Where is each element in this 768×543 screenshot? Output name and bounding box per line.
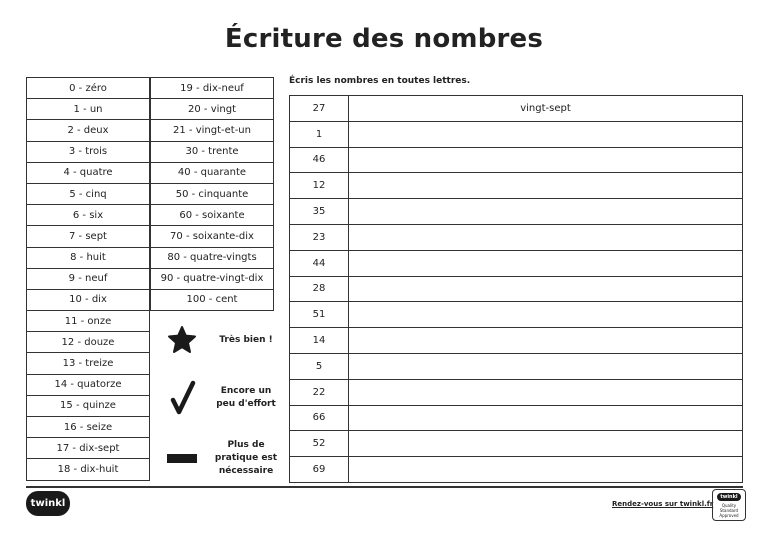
table-row	[290, 457, 743, 483]
exercise-number: 66	[290, 405, 349, 431]
reference-cell: 15 - quinze	[27, 395, 150, 416]
star-icon	[160, 318, 204, 362]
table-row	[290, 121, 743, 147]
footer-divider	[26, 486, 743, 488]
table-row	[27, 268, 150, 289]
exercise-number: 12	[290, 173, 349, 199]
table-row	[27, 438, 150, 459]
reference-cell: 7 - sept	[27, 226, 150, 247]
reference-cell: 14 - quatorze	[27, 374, 150, 395]
reference-cell: 11 - onze	[27, 311, 150, 332]
legend-label: Plus de pratique est nécessaire	[214, 439, 278, 476]
reference-cell: 12 - douze	[27, 332, 150, 353]
reference-cell: 19 - dix-neuf	[151, 78, 274, 99]
reference-table-col1	[26, 77, 150, 481]
reference-cell: 6 - six	[27, 205, 150, 226]
answer-cell[interactable]	[349, 121, 743, 147]
legend-item-dash	[160, 436, 280, 480]
table-row	[27, 395, 150, 416]
answer-cell[interactable]	[349, 199, 743, 225]
exercise-number: 51	[290, 302, 349, 328]
exercise-number: 35	[290, 199, 349, 225]
table-row	[27, 141, 150, 162]
exercise-number: 44	[290, 250, 349, 276]
answer-cell[interactable]	[349, 147, 743, 173]
twinkl-logo: twinkl	[26, 491, 70, 516]
table-row	[27, 120, 150, 141]
table-row	[290, 199, 743, 225]
table-row	[151, 268, 274, 289]
reference-cell: 13 - treize	[27, 353, 150, 374]
table-row	[290, 96, 743, 122]
exercise-number: 5	[290, 353, 349, 379]
exercise-number: 52	[290, 431, 349, 457]
table-row	[27, 417, 150, 438]
reference-cell: 40 - quarante	[151, 162, 274, 183]
exercise-number: 22	[290, 379, 349, 405]
instructions: Écris les nombres en toutes lettres.	[289, 76, 471, 86]
exercise-number: 14	[290, 328, 349, 354]
exercise-number: 46	[290, 147, 349, 173]
table-row	[27, 332, 150, 353]
table-row	[27, 311, 150, 332]
reference-cell: 1 - un	[27, 99, 150, 120]
table-row	[290, 147, 743, 173]
table-row	[151, 205, 274, 226]
table-row	[27, 374, 150, 395]
answer-cell[interactable]	[349, 328, 743, 354]
legend-label: Très bien !	[219, 334, 273, 345]
reference-table-col2	[150, 77, 274, 311]
table-row	[290, 431, 743, 457]
reference-cell: 50 - cinquante	[151, 183, 274, 204]
table-row	[27, 353, 150, 374]
table-row	[151, 289, 274, 310]
table-row	[27, 183, 150, 204]
answer-cell[interactable]: vingt-sept	[349, 96, 743, 122]
badge-caption: Quality Standard Approved	[719, 502, 739, 518]
legend-label: Encore un peu d'effort	[216, 386, 276, 409]
table-row	[27, 205, 150, 226]
answer-cell[interactable]	[349, 457, 743, 483]
answer-cell[interactable]	[349, 431, 743, 457]
quality-badge	[712, 489, 746, 521]
table-row	[151, 78, 274, 99]
footer-link[interactable]: Rendez-vous sur twinkl.fr	[612, 500, 714, 508]
table-row	[151, 226, 274, 247]
reference-cell: 3 - trois	[27, 141, 150, 162]
reference-cell: 30 - trente	[151, 141, 274, 162]
answer-cell[interactable]	[349, 302, 743, 328]
answer-cell[interactable]	[349, 250, 743, 276]
table-row	[290, 250, 743, 276]
table-row	[27, 289, 150, 310]
table-row	[290, 405, 743, 431]
reference-cell: 60 - soixante	[151, 205, 274, 226]
answer-cell[interactable]	[349, 405, 743, 431]
reference-cell: 2 - deux	[27, 120, 150, 141]
reference-cell: 18 - dix-huit	[27, 459, 150, 480]
table-row	[151, 99, 274, 120]
page-title: Écriture des nombres	[224, 24, 544, 54]
answer-cell[interactable]	[349, 379, 743, 405]
answer-cell[interactable]	[349, 224, 743, 250]
table-row	[290, 328, 743, 354]
reference-cell: 17 - dix-sept	[27, 438, 150, 459]
table-row	[151, 183, 274, 204]
dash-icon	[160, 436, 204, 480]
reference-cell: 100 - cent	[151, 289, 274, 310]
legend-item-check	[160, 376, 280, 420]
table-row	[151, 120, 274, 141]
table-row	[27, 459, 150, 480]
reference-cell: 21 - vingt-et-un	[151, 120, 274, 141]
reference-cell: 9 - neuf	[27, 268, 150, 289]
answer-cell[interactable]	[349, 173, 743, 199]
table-row	[27, 247, 150, 268]
table-row	[151, 162, 274, 183]
legend-item-star	[160, 318, 280, 362]
reference-cell: 16 - seize	[27, 417, 150, 438]
answer-cell[interactable]	[349, 276, 743, 302]
table-row	[290, 276, 743, 302]
table-row	[27, 226, 150, 247]
checkmark-icon	[160, 376, 204, 420]
exercise-table	[289, 95, 743, 483]
reference-cell: 90 - quatre-vingt-dix	[151, 268, 274, 289]
exercise-number: 27	[290, 96, 349, 122]
table-row	[27, 162, 150, 183]
reference-cell: 5 - cinq	[27, 183, 150, 204]
table-row	[27, 78, 150, 99]
badge-brand: twinkl	[717, 493, 740, 501]
table-row	[290, 173, 743, 199]
exercise-number: 23	[290, 224, 349, 250]
reference-cell: 8 - huit	[27, 247, 150, 268]
exercise-number: 69	[290, 457, 349, 483]
table-row	[290, 379, 743, 405]
table-row	[151, 247, 274, 268]
table-row	[290, 224, 743, 250]
reference-cell: 70 - soixante-dix	[151, 226, 274, 247]
answer-cell[interactable]	[349, 353, 743, 379]
table-row	[290, 353, 743, 379]
reference-cell: 80 - quatre-vingts	[151, 247, 274, 268]
table-row	[27, 99, 150, 120]
reference-cell: 4 - quatre	[27, 162, 150, 183]
table-row	[151, 141, 274, 162]
reference-cell: 0 - zéro	[27, 78, 150, 99]
exercise-number: 28	[290, 276, 349, 302]
reference-cell: 10 - dix	[27, 289, 150, 310]
reference-cell: 20 - vingt	[151, 99, 274, 120]
exercise-number: 1	[290, 121, 349, 147]
table-row	[290, 302, 743, 328]
